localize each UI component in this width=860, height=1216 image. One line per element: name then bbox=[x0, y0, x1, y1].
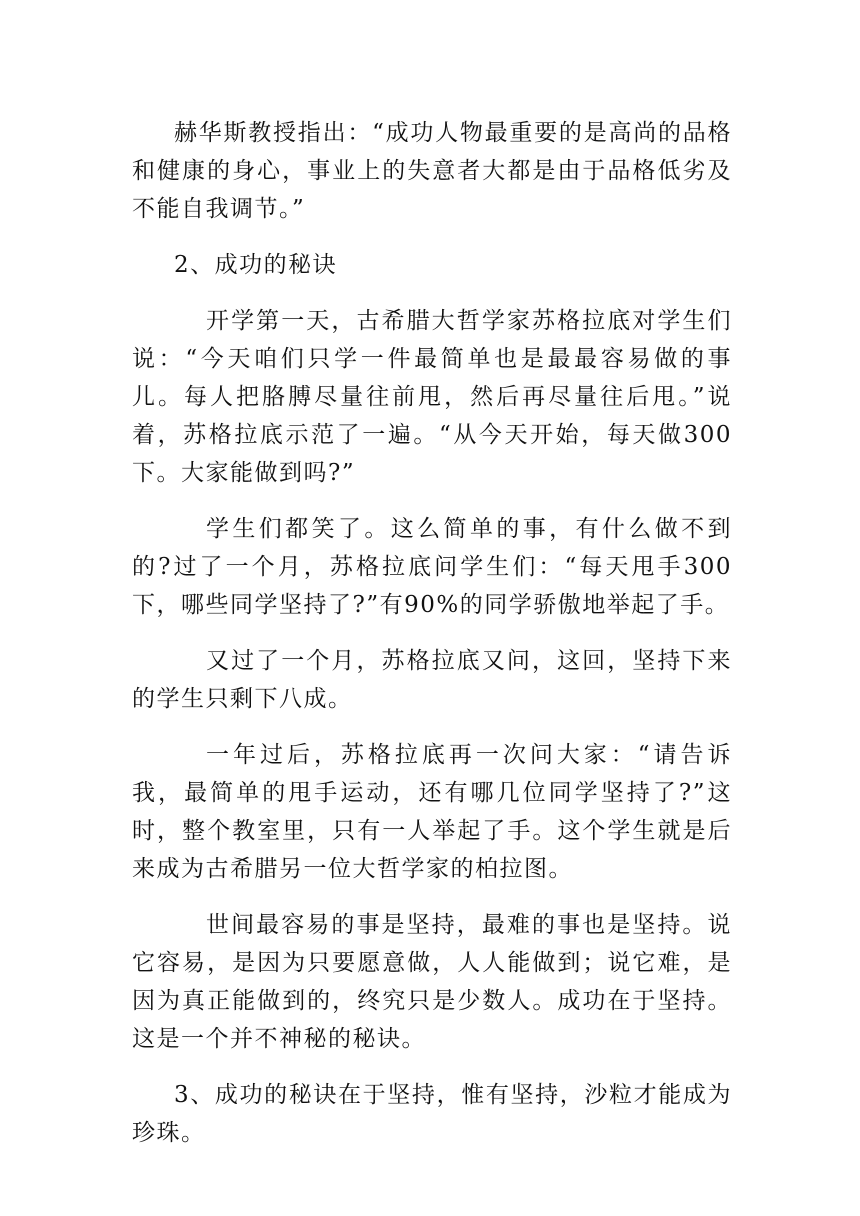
paragraph-gap bbox=[132, 1058, 732, 1076]
document-body bbox=[132, 114, 732, 1152]
paragraph-gap bbox=[132, 492, 732, 510]
section-heading-2: 2、成功的秘诀 bbox=[174, 252, 338, 278]
section-heading-3: 3、成功的秘诀在于坚持，惟有坚持，沙粒才能成为珍珠。 bbox=[132, 1082, 732, 1146]
paragraph-first-month: 学生们都笑了。这么简单的事，有什么做不到的?过了一个月，苏格拉底问学生们：“每天甩手300下，哪些同学坚持了?”有90%的同学骄傲地举起了手。 bbox=[132, 516, 732, 618]
paragraph-gap bbox=[132, 624, 732, 642]
paragraph-quote-professor: 赫华斯教授指出：“成功人物最重要的是高尚的品格和健康的身心，事业上的失意者大都是由于品格低劣及不能自我调节。” bbox=[132, 120, 732, 222]
paragraph-gap bbox=[132, 888, 732, 906]
paragraph-one-year: 一年过后，苏格拉底再一次问大家：“请告诉我，最简单的甩手运动，还有哪几位同学坚持了?”这时，整个教室里，只有一人举起了手。这个学生就是后来成为古希腊另一位大哲学家的柏拉图。 bbox=[132, 742, 732, 882]
paragraph-gap bbox=[132, 718, 732, 736]
paragraph-gap bbox=[132, 228, 732, 246]
paragraph-second-month: 又过了一个月，苏格拉底又问，这回，坚持下来的学生只剩下八成。 bbox=[132, 648, 732, 712]
paragraph-persistence: 世间最容易的事是坚持，最难的事也是坚持。说它容易，是因为只要愿意做，人人能做到；说它难，是因为真正能做到的，终究只是少数人。成功在于坚持。这是一个并不神秘的秘诀。 bbox=[132, 912, 732, 1052]
paragraph-socrates-intro: 开学第一天，古希腊大哲学家苏格拉底对学生们说：“今天咱们只学一件最简单也是最最容易做的事儿。每人把胳膊尽量往前甩，然后再尽量往后甩。”说着，苏格拉底示范了一遍。“从今天开始，每天做300下。大家能做到吗?” bbox=[132, 308, 732, 486]
paragraph-gap bbox=[132, 284, 732, 302]
